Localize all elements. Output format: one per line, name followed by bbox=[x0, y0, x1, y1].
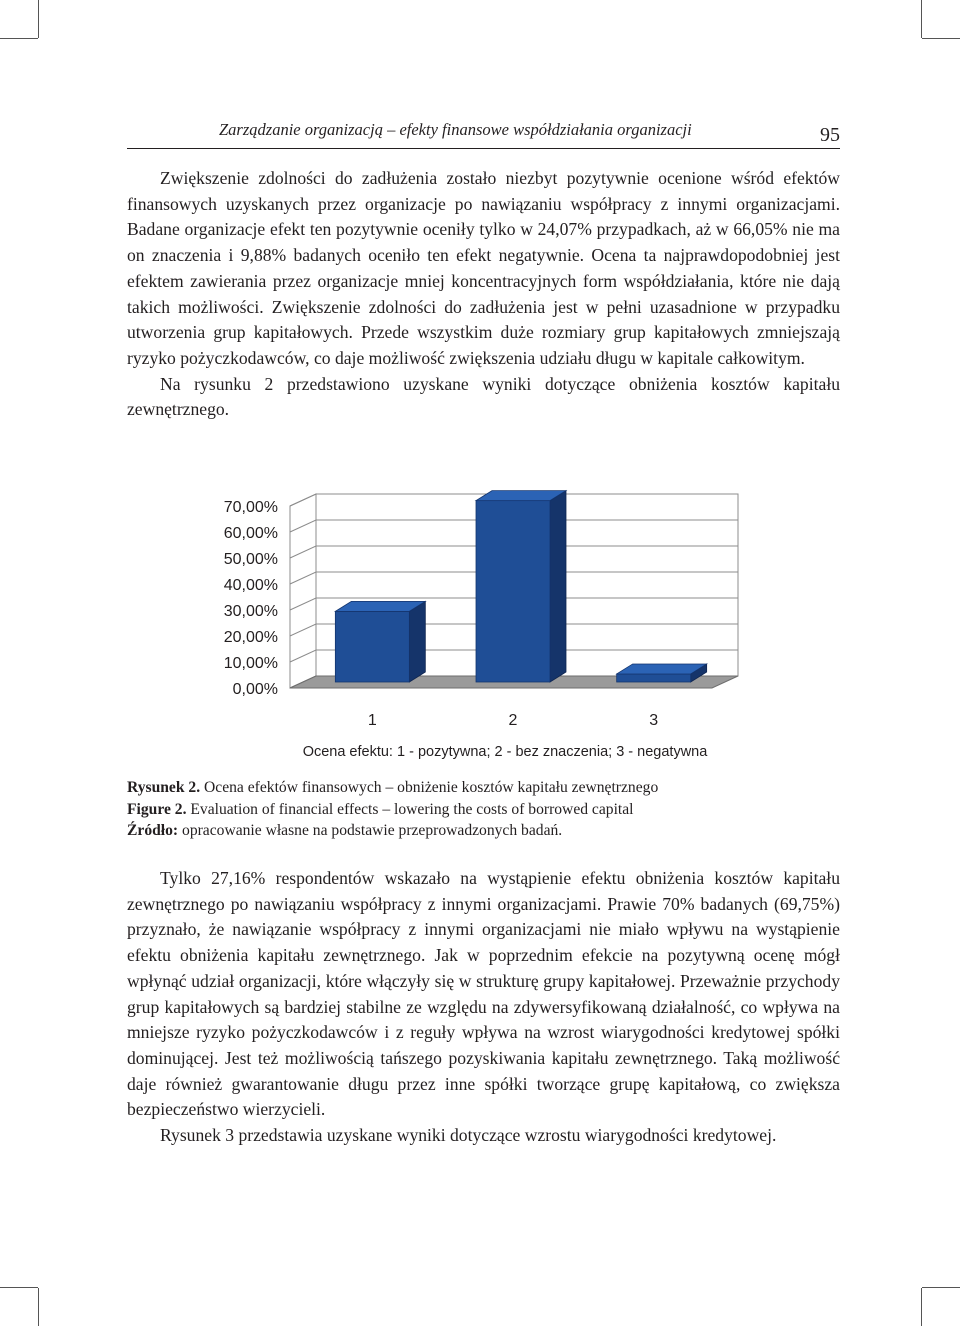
caption-pl-text: Ocena efektów finansowych – obniżenie kosztów kapitału zewnętrznego bbox=[200, 779, 659, 796]
figure-captions bbox=[127, 777, 840, 842]
bar-top bbox=[617, 664, 707, 674]
bar bbox=[476, 501, 550, 682]
page-number: 95 bbox=[820, 124, 840, 146]
chart-side-wall bbox=[290, 494, 316, 688]
body-text-bottom bbox=[127, 866, 840, 1149]
paragraph: Tylko 27,16% respondentów wskazało na wystąpienie efektu obniżenia kosztów kapitału zewnętrznego po nawiązaniu współpracy z innymi organizacjami. Prawie 70% badanych (69,75%) przyznało, że nawiązanie współpracy z innymi organizacjami nie miało wpływu na wystąpienie efektu obniżenia kapitału zewnętrznego. Jak w poprzednim efekcie na pozytywną ocenę mógł wpłynąć udział organizacji, które włączyły się w strukturę grupy kapitałowej. Przeważnie przychody grup kapitałowych są bardziej stabilne ze względu na zdywersyfikowaną działalność, co wpływa na mniejsze ryzyko pożyczkodawców i z reguły wpływa na wzrost wiarygodności kredytowej spółki dominującej. Jest też możliwością tańszego pozyskiwania kapitału zewnętrznego. Taką możliwość daje również gwarantowanie długu przez inne spółki tworzące grupę kapitałową, co zwiększa bezpieczeństwo wierzycieli. bbox=[127, 868, 840, 1120]
y-tick-label: 60,00% bbox=[223, 525, 278, 542]
bar-top bbox=[335, 601, 425, 611]
x-tick-label: 3 bbox=[649, 712, 659, 729]
y-tick-label: 20,00% bbox=[223, 629, 278, 646]
paragraph: Zwiększenie zdolności do zadłużenia zostało niezbyt pozytywnie ocenione wśród efektów finansowych uzyskanych przez organizacje po nawiązaniu współpracy z innymi organizacjami. Badane organizacje efekt ten pozytywnie oceniły tylko w 24,07% przypadkach, aż w 66,05% nie ma on znaczenia i 9,88% badanych oceniło ten efekt negatywnie. Ocena ta najprawdopodobniej jest efektem zawierania przez organizacje mniej koncentracyjnych form współdziałania, które nie dają takich możliwości. Zwiększenie zdolności do zadłużenia jest w pełni uzasadnione w przypadku utworzenia grup kapitałowych. Przede wszystkim duże rozmiary grup kapitałowych zmniejszają ryzyko pożyczkodawców, co daje możliwość zwiększenia udziału długu w kapitale całkowitym. bbox=[127, 168, 840, 368]
bar-side bbox=[550, 491, 566, 682]
y-tick-label: 0,00% bbox=[232, 681, 278, 698]
y-tick-label: 50,00% bbox=[223, 551, 278, 568]
page-header bbox=[127, 116, 840, 149]
bar bbox=[335, 611, 409, 682]
running-head: Zarządzanie organizacją – efekty finansowe współdziałania organizacji bbox=[219, 120, 692, 139]
bar-top bbox=[476, 491, 566, 501]
bar-chart bbox=[180, 470, 780, 770]
figure-chart bbox=[180, 470, 780, 770]
x-axis-label: Ocena efektu: 1 - pozytywna; 2 - bez znaczenia; 3 - negatywna bbox=[302, 744, 708, 760]
y-tick-label: 10,00% bbox=[223, 655, 278, 672]
caption-en-label: Figure 2. bbox=[127, 800, 187, 818]
bar-side bbox=[409, 601, 425, 682]
caption-source-label: Źródło: bbox=[127, 822, 179, 839]
caption-en bbox=[127, 799, 840, 821]
crop-mark bbox=[921, 0, 922, 38]
crop-mark bbox=[0, 1287, 38, 1288]
crop-mark bbox=[921, 1288, 922, 1326]
crop-mark bbox=[0, 38, 38, 39]
y-tick-label: 40,00% bbox=[223, 577, 278, 594]
y-tick-label: 30,00% bbox=[223, 603, 278, 620]
paragraph: Rysunek 3 przedstawia uzyskane wyniki dotyczące wzrostu wiarygodności kredytowej. bbox=[160, 1125, 777, 1146]
caption-source bbox=[127, 820, 840, 842]
y-tick-label: 70,00% bbox=[223, 499, 278, 516]
body-text-top bbox=[127, 166, 840, 423]
x-tick-label: 1 bbox=[367, 712, 377, 729]
caption-pl-label: Rysunek 2. bbox=[127, 779, 201, 796]
bar bbox=[617, 674, 691, 682]
paragraph: Na rysunku 2 przedstawiono uzyskane wyniki dotyczące obniżenia kosztów kapitału zewnętrznego. bbox=[127, 373, 840, 420]
crop-mark bbox=[922, 38, 960, 39]
caption-pl bbox=[127, 777, 840, 799]
x-tick-label: 2 bbox=[508, 712, 518, 729]
caption-source-text: opracowanie własne na podstawie przeprowadzonych badań. bbox=[178, 822, 563, 839]
crop-mark bbox=[38, 0, 39, 38]
crop-mark bbox=[922, 1287, 960, 1288]
caption-en-text: Evaluation of financial effects – lowering the costs of borrowed capital bbox=[186, 800, 634, 818]
crop-mark bbox=[38, 1288, 39, 1326]
